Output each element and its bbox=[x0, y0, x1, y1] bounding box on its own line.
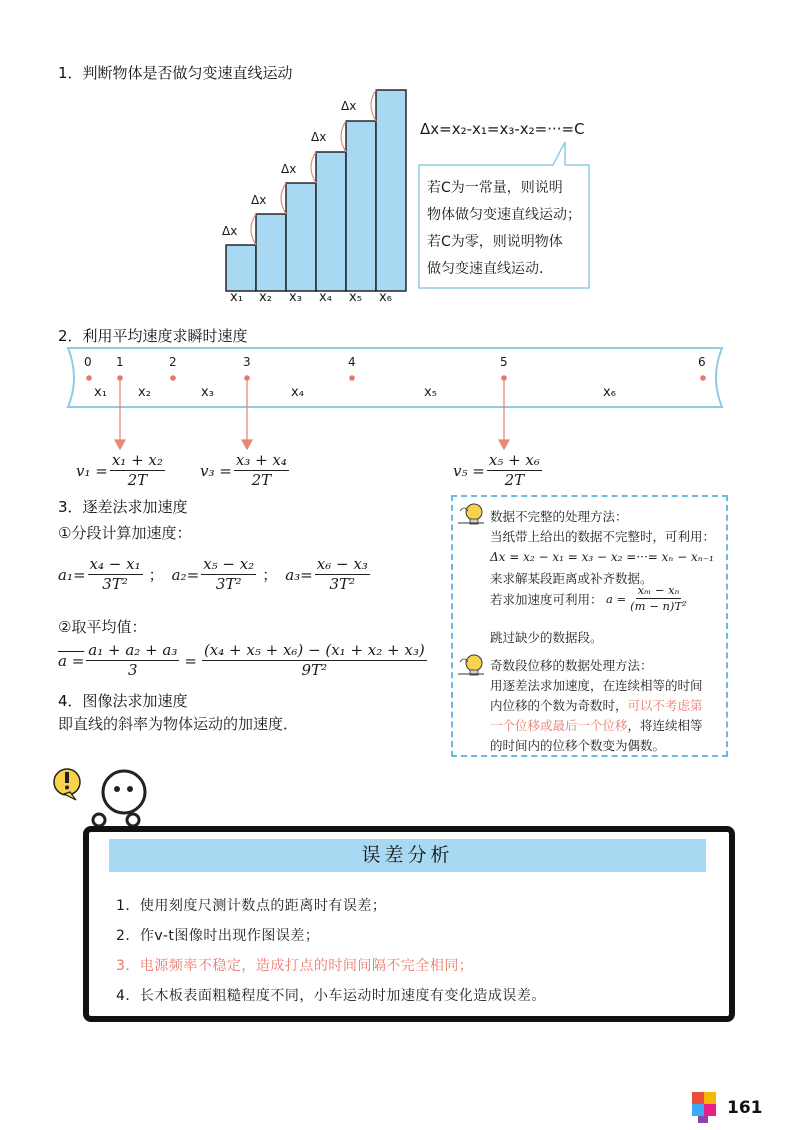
velocity-1-numerator: x₁ + x₂ bbox=[110, 452, 165, 471]
accel-2-denominator: 3T² bbox=[215, 575, 242, 594]
delta-arc-4 bbox=[341, 121, 346, 152]
velocity-5-fraction bbox=[487, 452, 542, 490]
average-fraction-1 bbox=[86, 642, 179, 680]
accel-3-numerator: x₆ − x₃ bbox=[315, 556, 370, 575]
note-2-line-1: 用逐差法求加速度，在连续相等的时间 bbox=[490, 678, 703, 693]
note-1-accel-numerator: xₘ − xₙ bbox=[636, 584, 682, 599]
tape-point-5: 5 bbox=[500, 355, 508, 369]
note-1-accel-formula bbox=[606, 584, 691, 613]
note-2-title: 奇数段位移的数据处理方法： bbox=[490, 658, 653, 673]
average-lhs: a = bbox=[58, 651, 85, 670]
velocity-5-numerator: x₅ + x₆ bbox=[487, 452, 542, 471]
average-equals: = bbox=[184, 651, 197, 670]
note-1-accel-lhs: a = bbox=[606, 591, 627, 606]
bubble-line-4: 做匀变速直线运动． bbox=[427, 261, 553, 277]
note-1-line-4: 跳过缺少的数据段。 bbox=[490, 630, 603, 645]
delta-arc-2 bbox=[281, 183, 286, 214]
velocity-1-denominator: 2T bbox=[127, 471, 148, 490]
delta-label-3: Δx bbox=[281, 162, 297, 176]
bubble-line-3: 若C为零，则说明物体 bbox=[427, 234, 563, 250]
tape-segment-2: x₂ bbox=[138, 385, 151, 400]
delta-arc-1 bbox=[251, 214, 256, 245]
average-denominator-2: 9T² bbox=[301, 661, 328, 680]
note-2-line-3b: ，将连续相等 bbox=[627, 718, 703, 733]
velocity-3-fraction bbox=[234, 452, 289, 490]
paper-tape bbox=[60, 345, 730, 455]
note-2-highlight-1: 可以不考虑第 bbox=[627, 698, 703, 713]
delta-label-1: Δx bbox=[222, 224, 238, 238]
section-4-description: 即直线的斜率为物体运动的加速度． bbox=[58, 715, 299, 733]
accel-1-numerator: x₄ − x₁ bbox=[88, 556, 143, 575]
velocity-formula-1 bbox=[76, 452, 167, 490]
section-2-title: 2．利用平均速度求瞬时速度 bbox=[58, 327, 248, 345]
bar-5 bbox=[346, 121, 376, 291]
velocity-formula-5 bbox=[453, 452, 544, 490]
accel-2-fraction bbox=[201, 556, 256, 594]
note-1-formula: Δx = x₂ − x₁ = x₃ − x₂ =···= xₙ − xₙ₋₁ bbox=[490, 550, 714, 564]
velocity-3-lhs: v₃ = bbox=[200, 461, 232, 480]
x-label-6: x₆ bbox=[379, 290, 392, 305]
staircase-diagram bbox=[210, 85, 410, 305]
accel-3-fraction bbox=[315, 556, 370, 594]
error-item-2: 2．作v-t图像时出现作图误差； bbox=[116, 928, 320, 944]
accel-formulas bbox=[58, 556, 372, 594]
note-2-line-4: 的时间内的位移个数变为偶数。 bbox=[490, 738, 666, 753]
section-3-title: 3．逐差法求加速度 bbox=[58, 498, 188, 516]
velocity-3-denominator: 2T bbox=[251, 471, 272, 490]
bar-6 bbox=[376, 90, 406, 291]
velocity-3-numerator: x₃ + x₄ bbox=[234, 452, 289, 471]
note-2-highlight-2: 一个位移或最后一个位移 bbox=[490, 718, 628, 733]
average-denominator-1: 3 bbox=[128, 661, 138, 680]
delta-arc-5 bbox=[371, 90, 376, 121]
average-numerator-2: (x₄ + x₅ + x₆) − (x₁ + x₂ + x₃) bbox=[202, 642, 427, 661]
bar-4 bbox=[316, 152, 346, 291]
velocity-1-lhs: v₁ = bbox=[76, 461, 108, 480]
bubble-line-2: 物体做匀变速直线运动； bbox=[427, 207, 581, 223]
accel-2-separator: ； bbox=[262, 566, 278, 585]
note-1-accel-denominator: (m − n)T² bbox=[630, 599, 687, 614]
velocity-5-denominator: 2T bbox=[504, 471, 525, 490]
tape-dot-3 bbox=[244, 375, 250, 381]
delta-x-formula: Δx=x₂-x₁=x₃-x₂=···=C bbox=[420, 120, 585, 138]
mascot-illustration bbox=[50, 762, 160, 832]
bar-2 bbox=[256, 214, 286, 291]
section-1-title: 1．判断物体是否做匀变速直线运动 bbox=[58, 64, 293, 82]
accel-1-separator: ； bbox=[148, 566, 164, 585]
tape-dot-0 bbox=[86, 375, 92, 381]
note-1-accel-fraction bbox=[628, 584, 689, 613]
accel-2-numerator: x₅ − x₂ bbox=[201, 556, 256, 575]
tape-dot-4 bbox=[349, 375, 355, 381]
accel-3-lhs: a₃= bbox=[285, 565, 313, 584]
section-3-step-1: ①分段计算加速度： bbox=[58, 524, 192, 542]
tape-segment-6: x₆ bbox=[603, 385, 616, 400]
x-label-3: x₃ bbox=[289, 290, 302, 305]
tape-point-0: 0 bbox=[84, 355, 92, 369]
puzzle-logo-icon bbox=[690, 1090, 720, 1124]
delta-label-4: Δx bbox=[311, 130, 327, 144]
error-analysis-title: 误差分析 bbox=[361, 844, 454, 866]
average-fraction-2 bbox=[202, 642, 427, 680]
bubble-text bbox=[427, 175, 581, 283]
error-item-1: 1．使用刻度尺测计数点的距离时有误差； bbox=[116, 898, 387, 914]
error-item-4: 4．长木板表面粗糙程度不同，小车运动时加速度有变化造成误差。 bbox=[116, 988, 546, 1004]
note-1-line-2: 来求解某段距离或补齐数据。 bbox=[490, 571, 653, 586]
accel-1-fraction bbox=[88, 556, 143, 594]
average-numerator-1: a₁ + a₂ + a₃ bbox=[86, 642, 179, 661]
tape-segment-4: x₄ bbox=[291, 385, 304, 400]
lightbulb-icon bbox=[456, 652, 486, 678]
x-label-1: x₁ bbox=[230, 290, 243, 305]
average-formula bbox=[58, 642, 429, 680]
tape-point-1: 1 bbox=[116, 355, 124, 369]
tape-point-3: 3 bbox=[243, 355, 251, 369]
error-item-3: 3．电源频率不稳定，造成打点的时间间隔不完全相同； bbox=[116, 958, 474, 974]
delta-label-2: Δx bbox=[251, 193, 267, 207]
tape-dot-2 bbox=[170, 375, 176, 381]
velocity-1-fraction bbox=[110, 452, 165, 490]
tape-dot-1 bbox=[117, 375, 123, 381]
velocity-5-lhs: v₅ = bbox=[453, 461, 485, 480]
accel-1-lhs: a₁= bbox=[58, 565, 86, 584]
x-label-4: x₄ bbox=[319, 290, 332, 305]
tape-point-6: 6 bbox=[698, 355, 706, 369]
section-3-step-2: ②取平均值： bbox=[58, 618, 147, 636]
staircase-bars bbox=[226, 90, 406, 291]
velocity-formula-3 bbox=[200, 452, 291, 490]
tape-segment-1: x₁ bbox=[94, 385, 107, 400]
bubble-line-1: 若C为一常量，则说明 bbox=[427, 180, 563, 196]
tape-dot-6 bbox=[700, 375, 706, 381]
page-number: 161 bbox=[727, 1098, 763, 1118]
x-label-2: x₂ bbox=[259, 290, 272, 305]
bar-3 bbox=[286, 183, 316, 291]
accel-3-denominator: 3T² bbox=[329, 575, 356, 594]
note-1-line-1: 当纸带上给出的数据不完整时，可利用： bbox=[490, 529, 716, 544]
delta-arc-3 bbox=[311, 152, 316, 183]
section-4-title: 4．图像法求加速度 bbox=[58, 692, 188, 710]
tape-segment-5: x₅ bbox=[424, 385, 437, 400]
tape-segment-3: x₃ bbox=[201, 385, 214, 400]
note-1-line-3: 若求加速度可利用： bbox=[490, 592, 603, 607]
bar-1 bbox=[226, 245, 256, 291]
x-label-5: x₅ bbox=[349, 290, 362, 305]
tape-point-2: 2 bbox=[169, 355, 177, 369]
accel-1-denominator: 3T² bbox=[102, 575, 128, 594]
note-1-title: 数据不完整的处理方法： bbox=[490, 509, 628, 524]
note-2-line-2 bbox=[490, 696, 703, 716]
lightbulb-icon bbox=[456, 501, 486, 527]
tape-point-4: 4 bbox=[348, 355, 356, 369]
accel-2-lhs: a₂= bbox=[171, 565, 200, 584]
note-2-line-2a: 内位移的个数为奇数时， bbox=[490, 698, 628, 713]
delta-label-5: Δx bbox=[341, 99, 357, 113]
note-2-line-3 bbox=[490, 716, 703, 736]
tape-dot-5 bbox=[501, 375, 507, 381]
